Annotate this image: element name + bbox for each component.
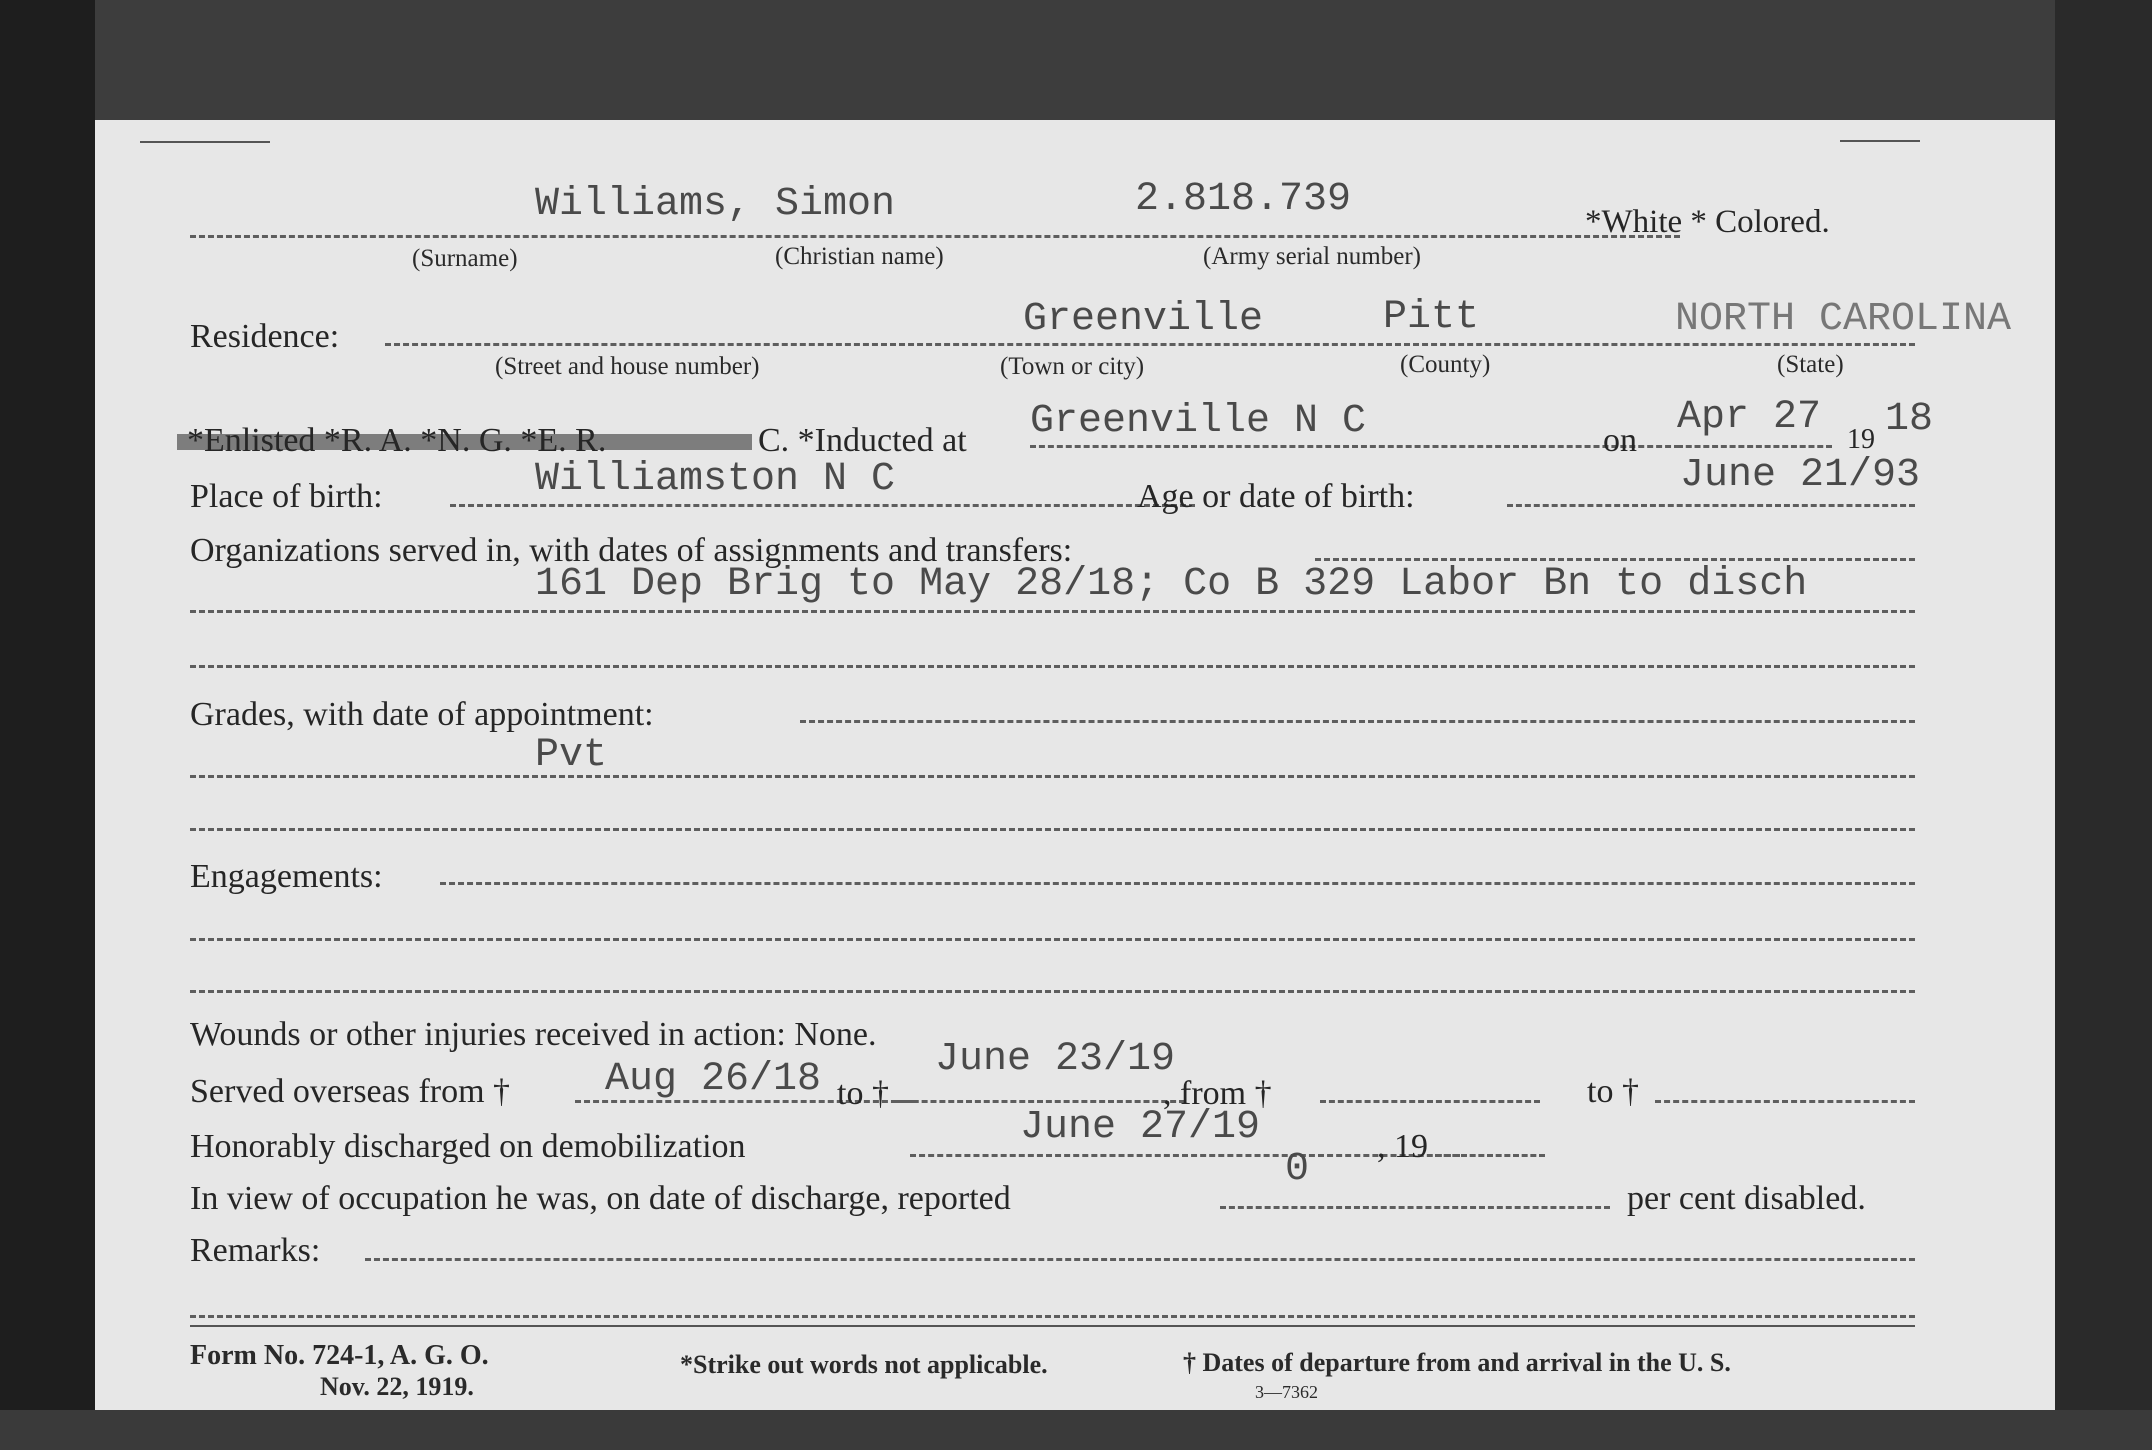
organizations-entry: 161 Dep Brig to May 28/18; Co B 329 Labor Bn to disch xyxy=(535,562,1808,607)
disability-suffix: per cent disabled. xyxy=(1627,1180,1866,1217)
grades-line-3 xyxy=(190,828,1915,831)
engagements-line-2 xyxy=(190,938,1915,941)
disability-label: In view of occupation he was, on date of discharge, reported xyxy=(190,1180,1011,1217)
engagements-line-3 xyxy=(190,990,1915,993)
print-code: 3—7362 xyxy=(1255,1382,1318,1402)
organizations-line-1 xyxy=(1315,558,1915,561)
serial-value: 2.818.739 xyxy=(1135,177,1352,222)
engagements-line-1 xyxy=(440,882,1915,885)
date-of-birth-value: June 21/93 xyxy=(1680,453,1921,498)
overseas-to2-label: to † xyxy=(1587,1073,1639,1110)
remarks-line-1 xyxy=(365,1258,1915,1261)
organizations-label: Organizations served in, with dates of assignments and transfers: xyxy=(190,532,1073,569)
inducted-date: Apr 27 xyxy=(1677,395,1822,440)
overseas-from2-line xyxy=(1320,1100,1540,1103)
place-of-birth-line xyxy=(450,504,1195,507)
residence-line xyxy=(385,343,1915,346)
top-right-rule xyxy=(1840,140,1920,142)
residence-county: Pitt xyxy=(1383,295,1480,340)
county-caption: (County) xyxy=(1400,351,1491,378)
year-prefix: 19 xyxy=(1847,424,1875,455)
disability-value: 0 xyxy=(1285,1147,1310,1192)
overseas-to-label: to † xyxy=(837,1075,889,1112)
grades-line-1 xyxy=(800,720,1915,723)
inducted-place-line xyxy=(1030,445,1680,448)
form-number: Form No. 724-1, A. G. O. xyxy=(190,1340,489,1371)
town-caption: (Town or city) xyxy=(1000,353,1145,380)
christian-name-caption: (Christian name) xyxy=(775,243,944,270)
form-date: Nov. 22, 1919. xyxy=(320,1372,474,1401)
name-value: Williams, Simon xyxy=(535,182,896,227)
overseas-from2-label: , from † xyxy=(1163,1075,1272,1112)
place-of-birth-value: Williamston N C xyxy=(535,457,896,502)
surname-caption: (Surname) xyxy=(412,245,518,272)
residence-town: Greenville xyxy=(1023,297,1264,342)
footnote-dates: † Dates of departure from and arrival in the U. S. xyxy=(1183,1348,1731,1377)
inducted-place: Greenville N C xyxy=(1030,399,1367,444)
inducted-label: C. *Inducted at xyxy=(758,422,967,459)
discharge-label: Honorably discharged on demobilization xyxy=(190,1128,746,1165)
remarks-line-2 xyxy=(190,1315,1915,1318)
scan-background-left xyxy=(0,0,95,1450)
scan-background-bottom xyxy=(0,1410,2152,1450)
age-line xyxy=(1507,504,1915,507)
residence-state: NORTH CAROLINA xyxy=(1675,297,2012,342)
organizations-line-2 xyxy=(190,610,1915,613)
enlisted-options: *Enlisted *R. A. *N. G. *E. R. xyxy=(187,422,607,459)
inducted-date-line xyxy=(1677,445,1832,448)
scan-background-right xyxy=(2055,0,2152,1450)
discharge-year-line xyxy=(1435,1154,1545,1157)
age-label: Age or date of birth: xyxy=(1137,478,1415,515)
serial-caption: (Army serial number) xyxy=(1203,243,1421,270)
grades-label: Grades, with date of appointment: xyxy=(190,696,654,733)
place-of-birth-label: Place of birth: xyxy=(190,478,383,515)
residence-label: Residence: xyxy=(190,318,340,355)
footer-rule xyxy=(190,1325,1915,1327)
overseas-to-date: June 23/19 xyxy=(935,1037,1176,1082)
state-caption: (State) xyxy=(1777,351,1844,378)
grades-line-2 xyxy=(190,775,1915,778)
on-label: on xyxy=(1603,422,1637,459)
inducted-year: 18 xyxy=(1885,397,1934,442)
scan-background-top xyxy=(0,0,2152,125)
overseas-from-date: Aug 26/18 xyxy=(605,1057,822,1102)
wounds-label: Wounds or other injuries received in action: None. xyxy=(190,1016,877,1053)
service-record-card xyxy=(95,120,2055,1410)
top-left-rule xyxy=(140,141,270,143)
race-options: *White * Colored. xyxy=(1585,204,1830,240)
overseas-to-line xyxy=(895,1100,1185,1103)
disability-line xyxy=(1220,1206,1610,1209)
remarks-label: Remarks: xyxy=(190,1232,321,1269)
overseas-to2-line xyxy=(1655,1100,1915,1103)
engagements-label: Engagements: xyxy=(190,858,383,895)
overseas-label: Served overseas from † xyxy=(190,1073,511,1110)
discharge-year-label: , 19 xyxy=(1377,1128,1428,1165)
name-line xyxy=(190,235,1680,238)
footnote-strike: *Strike out words not applicable. xyxy=(680,1350,1048,1379)
organizations-line-3 xyxy=(190,665,1915,668)
street-caption: (Street and house number) xyxy=(495,353,760,380)
discharge-date: June 27/19 xyxy=(1020,1105,1261,1150)
grades-entry: Pvt xyxy=(535,733,608,778)
